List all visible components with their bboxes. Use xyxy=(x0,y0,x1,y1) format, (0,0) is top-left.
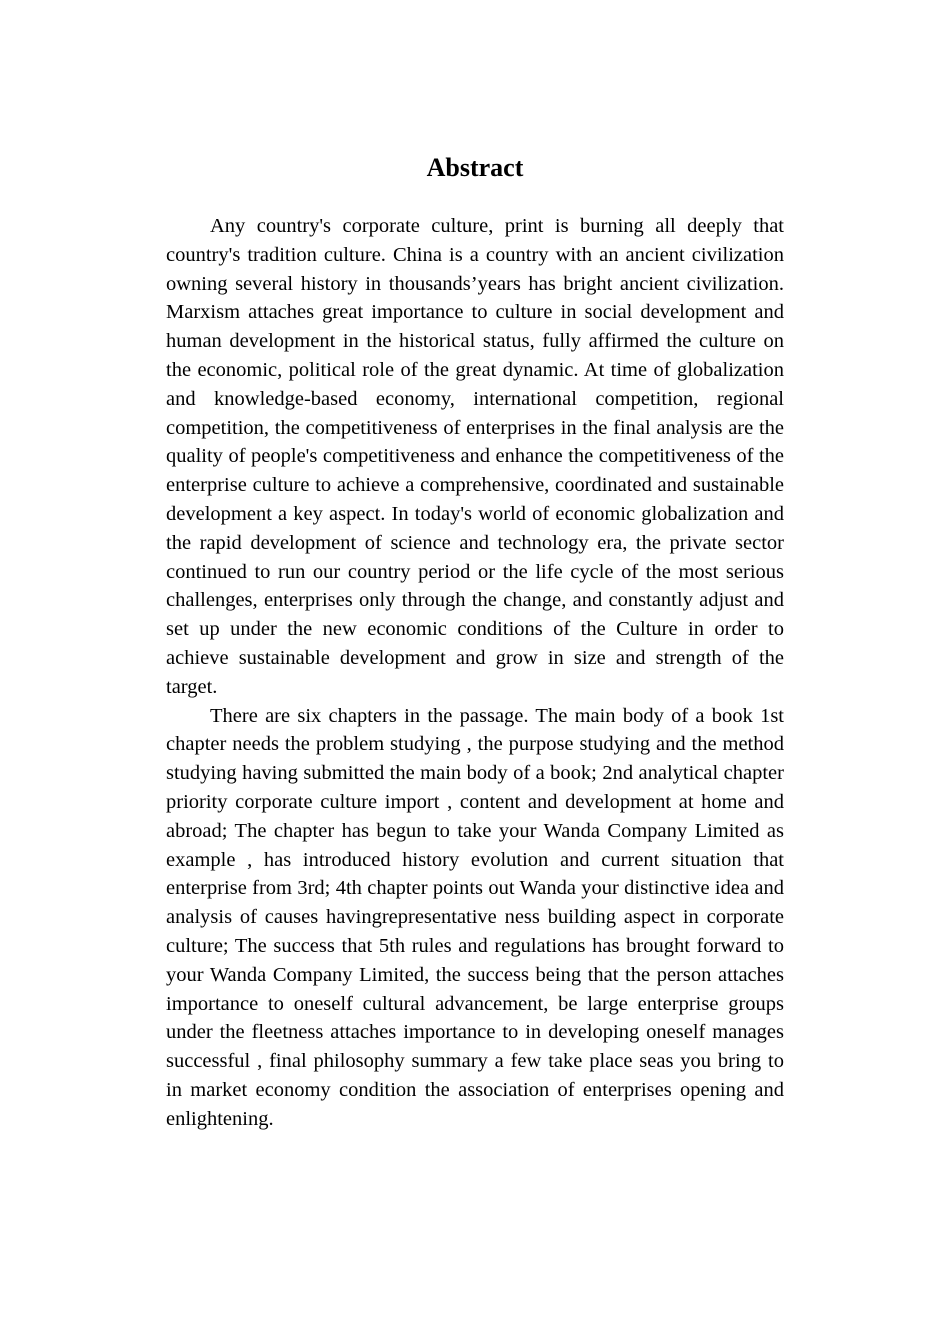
abstract-paragraph-2: There are six chapters in the passage. The main body of a book 1st chapter needs the problem studying , the purpose studying and the method studying having submitted the main body of a book; 2nd analytical chapter priority corporate culture import , content and development at home and abroad; The chapter has begun to take your Wanda Company Limited as example , has introduced history evolution and current situation that enterprise from 3rd; 4th chapter points out Wanda your distinctive idea and analysis of causes havingrepresentative ness building aspect in corporate culture; The success that 5th rules and regulations has brought forward to your Wanda Company Limited, the success being that the person attaches importance to oneself cultural advancement, be large enterprise groups under the fleetness attaches importance to in developing oneself manages successful , final philosophy summary a few take place seas you bring to in market economy condition the association of enterprises opening and enlightening. xyxy=(166,704,784,1130)
abstract-paragraph-1: Any country's corporate culture, print is burning all deeply that country's tradition culture. China is a country with an ancient civilization owning several history in thousands’years has bright ancient civilization. Marxism attaches great importance to culture in social development and human development in the historical status, fully affirmed the culture on the economic, political role of the great dynamic. At time of globalization and knowledge-based economy, international competition, regional competition, the competitiveness of enterprises in the final analysis are the quality of people's competitiveness and enhance the competitiveness of the enterprise culture to achieve a comprehensive, coordinated and sustainable development a key aspect. In today's world of economic globalization and the rapid development of science and technology era, the private sector continued to run our country period or the life cycle of the most serious challenges, enterprises only through the change, and constantly adjust and set up under the new economic conditions of the Culture in order to achieve sustainable development and grow in size and strength of the target. xyxy=(166,215,784,698)
abstract-body xyxy=(166,212,784,1134)
abstract-title: Abstract xyxy=(426,153,524,182)
